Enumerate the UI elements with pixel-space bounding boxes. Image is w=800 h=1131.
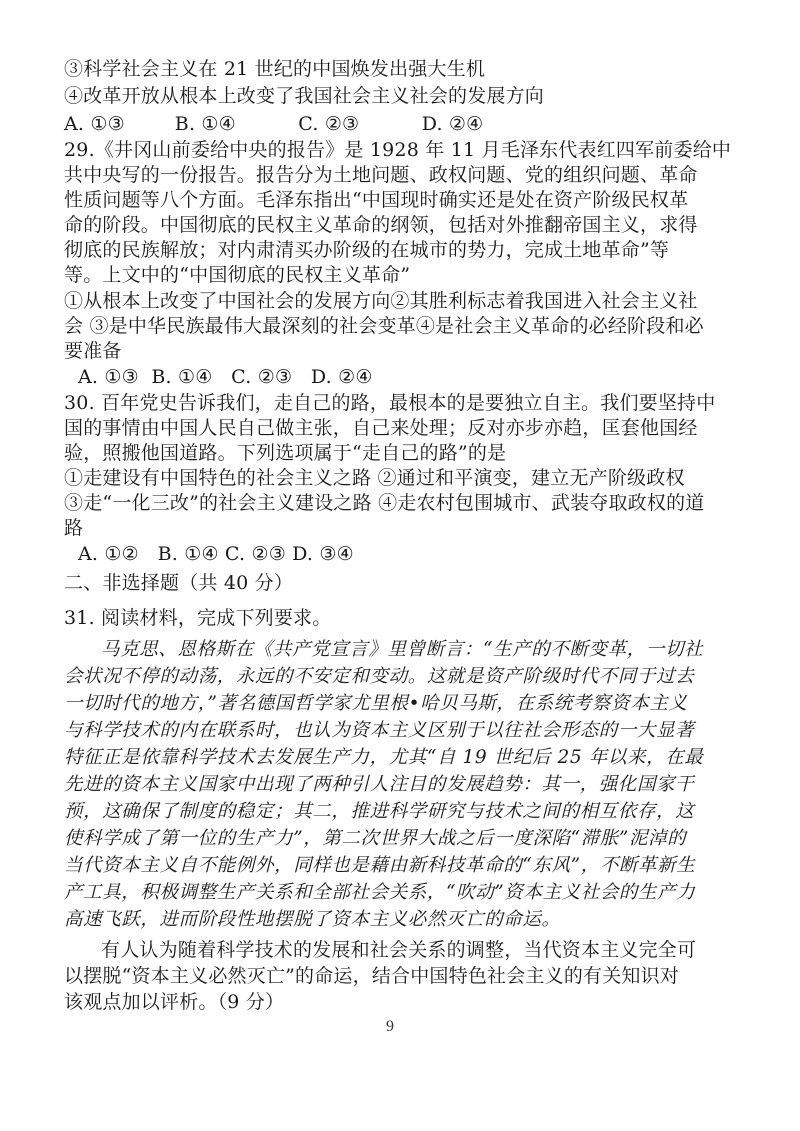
q28-options: A. ①③ B. ①④ C. ②③ D. ②④ (64, 113, 484, 135)
q31-material-line: 预，这确保了制度的稳定；其二，推进科学研究与技术之间的相互依存，这 (64, 801, 695, 822)
q30-choice-line: 路 (64, 517, 84, 539)
q31-material-line: 会状况不停的动荡，永远的不安定和变动。这就是资产阶级时代不同于过去 (64, 666, 695, 687)
q31-material-line: 先进的资本主义国家中出现了两种引人注目的发展趋势：其一，强化国家干 (64, 774, 695, 795)
q31-material-line: 使科学成了第一位的生产力”，第二次世界大战之后一度深陷“滞胀”泥淖的 (64, 828, 687, 849)
q31-material-line: 高速飞跃，进而阶段性地摆脱了资本主义必然灭亡的命运。 (64, 909, 561, 930)
page-number: 9 (386, 1018, 394, 1035)
q30-options: A. ①② B. ①④ C. ②③ D. ③④ (78, 543, 354, 565)
q31-intro: 31. 阅读材料，完成下列要求。 (64, 607, 332, 629)
q31-question-line: 该观点加以评析。（9 分） (64, 991, 285, 1013)
q29-choice-line: ①从根本上改变了中国社会的发展方向②其胜利标志着我国进入社会主义社 (64, 290, 698, 312)
q29-options: A. ①③ B. ①④ C. ②③ D. ②④ (78, 366, 373, 388)
q29-stem-line: 29.《井冈山前委给中央的报告》是 1928 年 11 月毛泽东代表红四军前委给中 (64, 139, 732, 161)
q29-stem-line: 共中央写的一份报告。报告分为土地问题、政权问题、党的组织问题、革命 (64, 164, 698, 186)
q31-material-line: 特征正是依靠科学技术去发展生产力，尤其“自 19 世纪后 25 年以来，在最 (64, 747, 704, 768)
q29-choice-line: 会 ③是中华民族最伟大最深刻的社会变革④是社会主义革命的必经阶段和必 (64, 315, 704, 337)
section-heading: 二、非选择题（共 40 分） (64, 572, 294, 594)
q31-material-line: 一切时代的地方，”著名德国哲学家尤里根•哈贝马斯，在系统考察资本主义 (64, 693, 688, 714)
q29-stem-line: 彻底的民族解放；对内肃清买办阶级的在城市的势力，完成土地革命”等 (64, 239, 670, 261)
q29-choice-line: 要准备 (64, 340, 122, 362)
q31-material-line: 产工具，积极调整生产关系和全部社会关系，“吹动”资本主义社会的生产力 (64, 882, 696, 903)
q30-stem-line: 国的事情由中国人民自己做主张，自己来处理；反对亦步亦趋，匡套他国经 (64, 417, 698, 439)
q30-choice-line: ③走“一化三改”的社会主义建设之路 ④走农村包围城市、武装夺取政权的道 (64, 492, 705, 514)
q28-item-4: ④改革开放从根本上改变了我国社会主义社会的发展方向 (64, 85, 545, 107)
q28-item-3: ③科学社会主义在 21 世纪的中国焕发出强大生机 (64, 58, 486, 80)
q31-material-line: 与科学技术的内在联系时，也认为资本主义区别于以往社会形态的一大显著 (64, 720, 695, 741)
q31-material-line: 当代资本主义自不能例外，同样也是藉由新科技革命的“东风”，不断革新生 (64, 855, 696, 876)
q30-choice-line: ①走建设有中国特色的社会主义之路 ②通过和平演变，建立无产阶级政权 (64, 467, 685, 489)
q30-stem-line: 验，照搬他国道路。下列选项属于“走自己的路”的是 (64, 442, 507, 464)
q29-stem-line: 等。上文中的“中国彻底的民权主义革命” (64, 264, 411, 286)
q31-question-line: 有人认为随着科学技术的发展和社会关系的调整，当代资本主义完全可 (101, 939, 697, 961)
q30-stem-line: 30. 百年党史告诉我们，走自己的路，最根本的是要独立自主。我们要坚持中 (64, 392, 716, 414)
q29-stem-line: 性质问题等八个方面。毛泽东指出“中国现时确实还是处在资产阶级民权革 (64, 189, 689, 211)
q31-question-line: 以摆脱“资本主义必然灭亡”的命运，结合中国特色社会主义的有关知识对 (64, 965, 680, 987)
q29-stem-line: 命的阶段。中国彻底的民权主义革命的纲领，包括对外推翻帝国主义，求得 (64, 214, 698, 236)
q31-material-line: 马克思、恩格斯在《共产党宣言》里曾断言：“生产的不断变革，一切社 (101, 639, 704, 660)
